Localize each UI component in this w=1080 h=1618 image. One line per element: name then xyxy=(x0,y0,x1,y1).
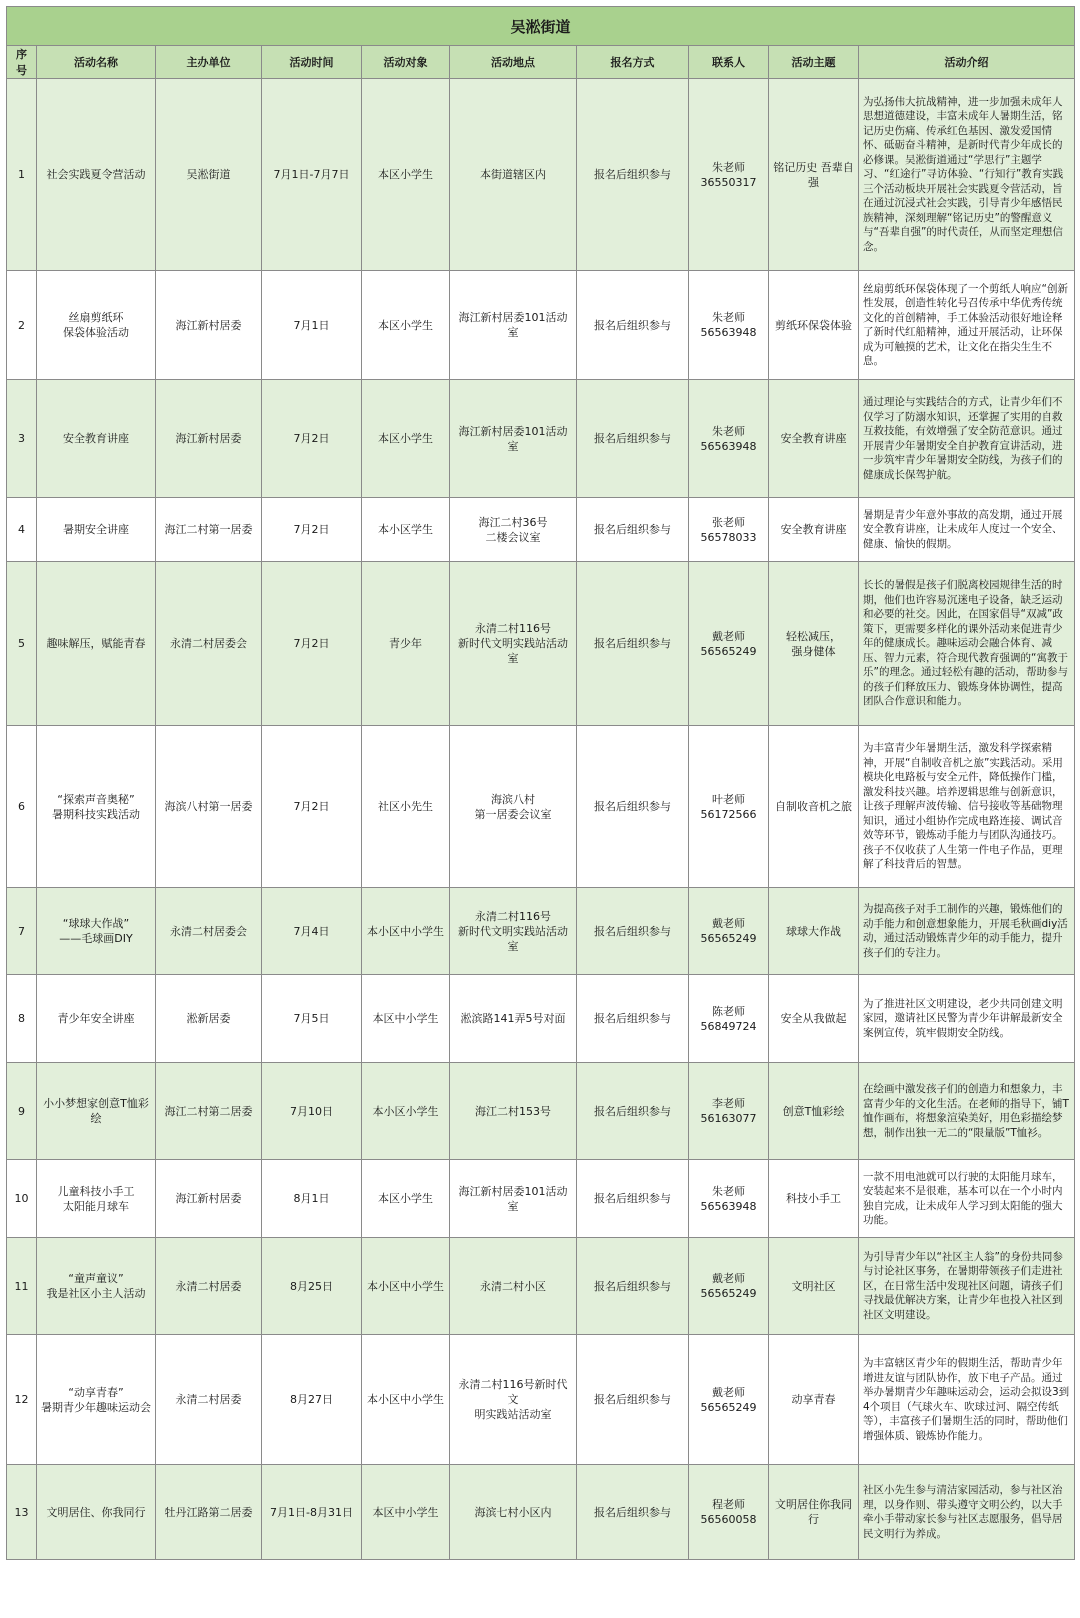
cell-place: 永清二村116号 新时代文明实践站活动室 xyxy=(450,562,577,726)
cell-name: 暑期安全讲座 xyxy=(37,498,156,562)
cell-place: 淞滨路141弄5号对面 xyxy=(450,975,577,1063)
cell-contact: 戴老师 56565249 xyxy=(689,1238,769,1335)
cell-time: 7月2日 xyxy=(262,498,362,562)
header-row xyxy=(7,46,1075,79)
cell-name: 安全教育讲座 xyxy=(37,380,156,498)
cell-intro: 暑期是青少年意外事故的高发期，通过开展安全教育讲座，让未成年人度过一个安全、健康、愉快的假期。 xyxy=(859,498,1075,562)
header-intro: 活动介绍 xyxy=(859,46,1075,79)
cell-time: 7月1日-8月31日 xyxy=(262,1465,362,1560)
sheet-title: 吴淞街道 xyxy=(7,7,1075,46)
cell-signup: 报名后组织参与 xyxy=(577,562,689,726)
cell-no: 7 xyxy=(7,888,37,975)
cell-place: 永清二村116号 新时代文明实践站活动室 xyxy=(450,888,577,975)
table-row xyxy=(7,888,1075,975)
cell-intro: 丝扇剪纸环保袋体现了一个剪纸人响应“创新性发展，创造性转化号召传承中华优秀传统文化的首创精神，手工体验活动很好地诠释了新时代红船精神，通过开展活动，让环保成为可触摸的艺术，让文化在指尖生生不息。 xyxy=(859,271,1075,380)
cell-name: 丝扇剪纸环 保袋体验活动 xyxy=(37,271,156,380)
cell-intro: 长长的暑假是孩子们脱离校园规律生活的时期，他们也许容易沉迷电子设备，缺乏运动和必要的社交。因此，在国家倡导“双减”政策下，更需要多样化的课外活动来促进青少年的健康成长。趣味运动会融合体育、减压、智力元素，符合现代教育强调的“寓教于乐”的理念。通过轻松有趣的活动，帮助参与的孩子们释放压力、锻炼身体协调性，提高团队合作意识和能力。 xyxy=(859,562,1075,726)
cell-host: 海滨八村第一居委 xyxy=(156,726,262,888)
cell-place: 海江新村居委101活动室 xyxy=(450,1160,577,1238)
cell-time: 7月2日 xyxy=(262,380,362,498)
header-name: 活动名称 xyxy=(37,46,156,79)
cell-no: 5 xyxy=(7,562,37,726)
cell-name: 文明居住、你我同行 xyxy=(37,1465,156,1560)
cell-place: 永清二村小区 xyxy=(450,1238,577,1335)
table-row xyxy=(7,726,1075,888)
cell-place: 海滨八村 第一居委会议室 xyxy=(450,726,577,888)
cell-signup: 报名后组织参与 xyxy=(577,380,689,498)
cell-theme: 铭记历史 吾辈自 强 xyxy=(769,79,859,271)
cell-name: “童声童议” 我是社区小主人活动 xyxy=(37,1238,156,1335)
cell-theme: 文明社区 xyxy=(769,1238,859,1335)
cell-target: 本区小学生 xyxy=(362,380,450,498)
table-row xyxy=(7,1063,1075,1160)
table-row xyxy=(7,1465,1075,1560)
header-no: 序号 xyxy=(7,46,37,79)
table-row xyxy=(7,380,1075,498)
cell-no: 6 xyxy=(7,726,37,888)
cell-theme: 球球大作战 xyxy=(769,888,859,975)
cell-host: 海江新村居委 xyxy=(156,1160,262,1238)
cell-intro: 通过理论与实践结合的方式，让青少年们不仅学习了防溺水知识，还掌握了实用的自救互救技能，有效增强了安全防范意识。通过开展青少年暑期安全自护教育宣讲活动，进一步筑牢青少年暑期安全防线，为孩子们的健康成长保驾护航。 xyxy=(859,380,1075,498)
cell-signup: 报名后组织参与 xyxy=(577,271,689,380)
cell-contact: 李老师 56163077 xyxy=(689,1063,769,1160)
cell-place: 海滨七村小区内 xyxy=(450,1465,577,1560)
cell-no: 11 xyxy=(7,1238,37,1335)
cell-target: 本小区中小学生 xyxy=(362,1238,450,1335)
header-theme: 活动主题 xyxy=(769,46,859,79)
cell-theme: 动享青春 xyxy=(769,1335,859,1465)
cell-target: 社区小先生 xyxy=(362,726,450,888)
cell-theme: 创意T恤彩绘 xyxy=(769,1063,859,1160)
header-contact: 联系人 xyxy=(689,46,769,79)
cell-contact: 朱老师 56563948 xyxy=(689,1160,769,1238)
header-place: 活动地点 xyxy=(450,46,577,79)
cell-target: 本小区小学生 xyxy=(362,1063,450,1160)
cell-intro: 为弘扬伟大抗战精神，进一步加强未成年人思想道德建设，丰富未成年人暑期生活，铭记历史伤痛、传承红色基因、激发爱国情怀、砥砺奋斗精神，是新时代青少年成长的必修课。吴淞街道通过“学思行”主题学习、“红途行”寻访体验、“行知行”教育实践三个活动板块开展社会实践夏令营活动，旨在通过沉浸式社会实践，引导青少年感悟民族精神，深刻理解“铭记历史”的警醒意义与“吾辈自强”的时代责任，从而坚定理想信念。 xyxy=(859,79,1075,271)
cell-signup: 报名后组织参与 xyxy=(577,726,689,888)
cell-contact: 戴老师 56565249 xyxy=(689,1335,769,1465)
cell-time: 8月1日 xyxy=(262,1160,362,1238)
cell-theme: 安全教育讲座 xyxy=(769,380,859,498)
table-body xyxy=(7,79,1075,1560)
cell-name: “探索声音奥秘” 暑期科技实践活动 xyxy=(37,726,156,888)
cell-host: 淞新居委 xyxy=(156,975,262,1063)
cell-no: 8 xyxy=(7,975,37,1063)
cell-contact: 张老师 56578033 xyxy=(689,498,769,562)
cell-contact: 陈老师 56849724 xyxy=(689,975,769,1063)
cell-place: 本街道辖区内 xyxy=(450,79,577,271)
cell-theme: 科技小手工 xyxy=(769,1160,859,1238)
cell-target: 青少年 xyxy=(362,562,450,726)
cell-name: “球球大作战” ——毛球画DIY xyxy=(37,888,156,975)
cell-signup: 报名后组织参与 xyxy=(577,1160,689,1238)
cell-contact: 程老师 56560058 xyxy=(689,1465,769,1560)
activity-table xyxy=(6,6,1075,1560)
cell-host: 永清二村居委 xyxy=(156,1238,262,1335)
header-target: 活动对象 xyxy=(362,46,450,79)
cell-host: 吴淞街道 xyxy=(156,79,262,271)
cell-no: 2 xyxy=(7,271,37,380)
cell-place: 海江新村居委101活动室 xyxy=(450,380,577,498)
cell-target: 本区中小学生 xyxy=(362,1465,450,1560)
cell-host: 海江二村第二居委 xyxy=(156,1063,262,1160)
cell-target: 本小区中小学生 xyxy=(362,888,450,975)
cell-no: 4 xyxy=(7,498,37,562)
cell-name: 青少年安全讲座 xyxy=(37,975,156,1063)
cell-theme: 剪纸环保袋体验 xyxy=(769,271,859,380)
table-row xyxy=(7,975,1075,1063)
cell-place: 海江新村居委101活动室 xyxy=(450,271,577,380)
cell-target: 本小区学生 xyxy=(362,498,450,562)
cell-target: 本小区中小学生 xyxy=(362,1335,450,1465)
cell-place: 海江二村36号 二楼会议室 xyxy=(450,498,577,562)
table-row xyxy=(7,1335,1075,1465)
cell-intro: 在绘画中激发孩子们的创造力和想象力，丰富青少年的文化生活。在老师的指导下，铺T恤作画布，将想象渲染美好，用色彩描绘梦想，制作出独一无二的“限量版”T恤衫。 xyxy=(859,1063,1075,1160)
cell-target: 本区小学生 xyxy=(362,1160,450,1238)
cell-no: 1 xyxy=(7,79,37,271)
cell-no: 12 xyxy=(7,1335,37,1465)
cell-target: 本区小学生 xyxy=(362,79,450,271)
cell-target: 本区小学生 xyxy=(362,271,450,380)
cell-name: 儿童科技小手工 太阳能月球车 xyxy=(37,1160,156,1238)
cell-theme: 轻松减压， 强身健体 xyxy=(769,562,859,726)
table-row xyxy=(7,1238,1075,1335)
cell-host: 永清二村居委会 xyxy=(156,562,262,726)
cell-contact: 朱老师 36550317 xyxy=(689,79,769,271)
cell-intro: 为丰富辖区青少年的假期生活，帮助青少年增进友谊与团队协作，放下电子产品。通过举办暑期青少年趣味运动会，运动会拟设3到4个项目（气球火车、吹球过河、隔空传纸等），丰富孩子们暑期生活的同时，帮助他们增强体质、锻炼协作能力。 xyxy=(859,1335,1075,1465)
cell-place: 海江二村153号 xyxy=(450,1063,577,1160)
cell-time: 7月10日 xyxy=(262,1063,362,1160)
cell-signup: 报名后组织参与 xyxy=(577,498,689,562)
cell-place: 永清二村116号新时代文 明实践站活动室 xyxy=(450,1335,577,1465)
cell-signup: 报名后组织参与 xyxy=(577,888,689,975)
cell-name: 社会实践夏令营活动 xyxy=(37,79,156,271)
cell-time: 7月1日-7月7日 xyxy=(262,79,362,271)
header-signup: 报名方式 xyxy=(577,46,689,79)
cell-host: 永清二村居委 xyxy=(156,1335,262,1465)
cell-theme: 自制收音机之旅 xyxy=(769,726,859,888)
cell-target: 本区中小学生 xyxy=(362,975,450,1063)
cell-signup: 报名后组织参与 xyxy=(577,1238,689,1335)
cell-theme: 文明居住你我同行 xyxy=(769,1465,859,1560)
cell-intro: 为丰富青少年暑期生活，激发科学探索精神，开展“自制收音机之旅”实践活动。采用模块化电路板与安全元件，降低操作门槛，激发科技兴趣。培养逻辑思维与创新意识，让孩子理解声波传输、信号接收等基础物理知识，通过小组协作完成电路连接、调试音效等环节，锻炼动手能力与团队沟通技巧。孩子不仅收获了人生第一件电子作品，更理解了科技背后的智慧。 xyxy=(859,726,1075,888)
cell-time: 7月2日 xyxy=(262,562,362,726)
cell-intro: 为提高孩子对手工制作的兴趣，锻炼他们的动手能力和创意想象能力，开展毛秋画diy活动，通过活动锻炼青少年的动手能力，提升孩子们的专注力。 xyxy=(859,888,1075,975)
table-row xyxy=(7,271,1075,380)
cell-time: 7月2日 xyxy=(262,726,362,888)
table-row xyxy=(7,1160,1075,1238)
cell-host: 海江二村第一居委 xyxy=(156,498,262,562)
table-row xyxy=(7,498,1075,562)
cell-no: 3 xyxy=(7,380,37,498)
cell-name: 小小梦想家创意T恤彩绘 xyxy=(37,1063,156,1160)
cell-time: 7月5日 xyxy=(262,975,362,1063)
cell-contact: 戴老师 56565249 xyxy=(689,562,769,726)
cell-host: 海江新村居委 xyxy=(156,380,262,498)
cell-contact: 戴老师 56565249 xyxy=(689,888,769,975)
table-row xyxy=(7,79,1075,271)
cell-time: 8月25日 xyxy=(262,1238,362,1335)
cell-no: 9 xyxy=(7,1063,37,1160)
cell-signup: 报名后组织参与 xyxy=(577,79,689,271)
cell-contact: 朱老师 56563948 xyxy=(689,271,769,380)
cell-contact: 叶老师 56172566 xyxy=(689,726,769,888)
cell-intro: 为引导青少年以“社区主人翁”的身份共同参与讨论社区事务，在暑期带领孩子们走进社区，在日常生活中发现社区问题，请孩子们寻找最优解决方案，让青少年也投入社区到社区文明建设。 xyxy=(859,1238,1075,1335)
header-time: 活动时间 xyxy=(262,46,362,79)
activity-sheet xyxy=(6,6,1074,1560)
cell-no: 13 xyxy=(7,1465,37,1560)
cell-time: 7月4日 xyxy=(262,888,362,975)
cell-host: 永清二村居委会 xyxy=(156,888,262,975)
header-host: 主办单位 xyxy=(156,46,262,79)
cell-theme: 安全教育讲座 xyxy=(769,498,859,562)
cell-no: 10 xyxy=(7,1160,37,1238)
cell-intro: 为了推进社区文明建设，老少共同创建文明家园，邀请社区民警为青少年讲解最新安全案例宣传，筑牢假期安全防线。 xyxy=(859,975,1075,1063)
cell-time: 8月27日 xyxy=(262,1335,362,1465)
cell-signup: 报名后组织参与 xyxy=(577,1063,689,1160)
cell-host: 牡丹江路第二居委 xyxy=(156,1465,262,1560)
cell-name: “动享青春” 暑期青少年趣味运动会 xyxy=(37,1335,156,1465)
cell-theme: 安全从我做起 xyxy=(769,975,859,1063)
cell-signup: 报名后组织参与 xyxy=(577,975,689,1063)
cell-name: 趣味解压，赋能青春 xyxy=(37,562,156,726)
cell-host: 海江新村居委 xyxy=(156,271,262,380)
cell-intro: 社区小先生参与清洁家园活动，参与社区治理，以身作则、带头遵守文明公约，以大手牵小手带动家长参与社区志愿服务，倡导居民文明行为养成。 xyxy=(859,1465,1075,1560)
cell-contact: 朱老师 56563948 xyxy=(689,380,769,498)
cell-time: 7月1日 xyxy=(262,271,362,380)
cell-signup: 报名后组织参与 xyxy=(577,1335,689,1465)
table-row xyxy=(7,562,1075,726)
cell-intro: 一款不用电池就可以行驶的太阳能月球车，安装起来不是很难，基本可以在一个小时内独自完成，让未成年人学习到太阳能的强大功能。 xyxy=(859,1160,1075,1238)
cell-signup: 报名后组织参与 xyxy=(577,1465,689,1560)
